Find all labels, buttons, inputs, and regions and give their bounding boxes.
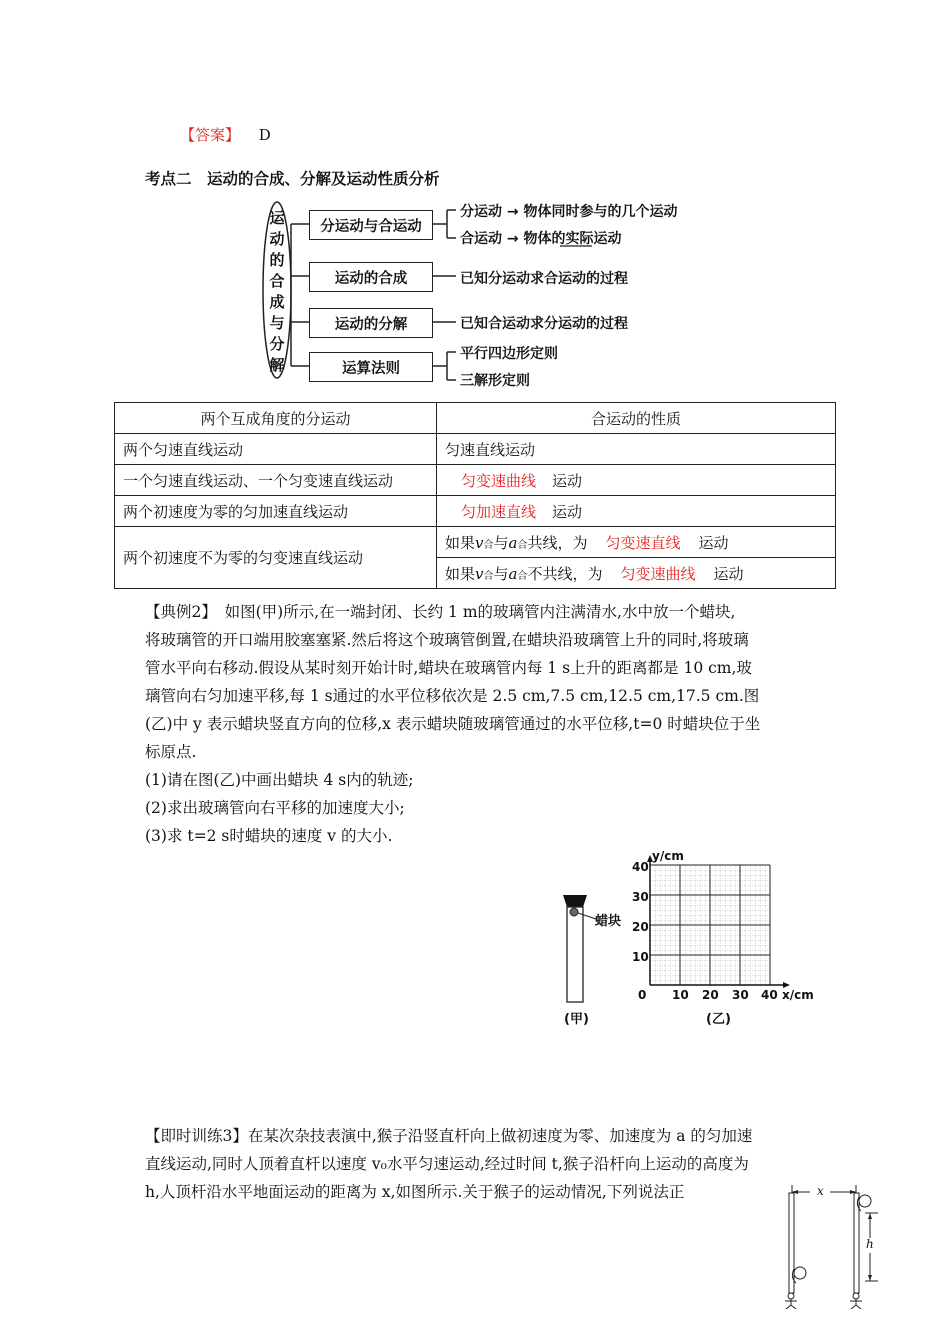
x-tick-label: 40 (761, 988, 778, 1002)
table-header: 合运动的性质 (437, 403, 836, 434)
example2-text (145, 598, 760, 850)
tube-label: 蜡块 (595, 914, 622, 929)
table-cell: 两个初速度不为零的匀变速直线运动 (115, 527, 437, 589)
glass-tube-drawing (550, 885, 620, 1015)
table-header-row (115, 403, 836, 434)
diagram-connectors (0, 0, 950, 400)
table-row (115, 434, 836, 465)
x-tick-label: 20 (702, 988, 719, 1002)
training3-line: 【即时训练3】在某次杂技表演中,猴子沿竖直杆向上做初速度为零、加速度为 a 的匀加速 (145, 1127, 753, 1145)
monkey-pole-drawing (770, 1183, 880, 1309)
example2-line: 标原点. (145, 743, 197, 761)
caption-right: (乙) (706, 1012, 731, 1027)
training3-text (145, 1122, 752, 1206)
table-cell: 如果v合与a合不共线，为 匀变速曲线 运动 (437, 558, 836, 589)
table-cell: 两个匀速直线运动 (115, 434, 437, 465)
diagram-box-decomposition: 运动的分解 (309, 308, 433, 338)
example2-line: 将玻璃管的开口端用胶塞塞紧.然后将这个玻璃管倒置,在蜡块沿玻璃管上升的同时,将玻璃 (145, 631, 749, 649)
example2-line: (2)求出玻璃管向右平移的加速度大小; (145, 799, 405, 817)
answer-value: D (258, 126, 271, 144)
diagram-root-label: 运 动 的 合 成 与 分 解 (269, 209, 285, 374)
distance-x-label: x (817, 1184, 824, 1198)
table-cell: 如果v合与a合共线，为 匀变速直线 运动 (437, 527, 836, 558)
example2-line: 管水平向右移动.假设从某时刻开始计时,蜡块在玻璃管内每 1 s上升的距离都是 10 cm,玻 (145, 659, 752, 677)
x-axis-label: x/cm (782, 988, 814, 1002)
x-tick-label: 0 (638, 988, 647, 1002)
y-tick-label: 20 (632, 920, 649, 934)
section-title: 考点二 运动的合成、分解及运动性质分析 (145, 169, 440, 188)
training3-line: 直线运动,同时人顶着直杆以速度 v₀水平匀速运动,经过时间 t,猴子沿杆向上运动的高度为 (145, 1155, 749, 1173)
diagram-detail-decomposition: 已知合运动求分运动的过程 (460, 316, 628, 332)
diagram-detail-triangle: 三解形定则 (460, 373, 530, 389)
diagram-box-rules: 运算法则 (309, 352, 433, 382)
motion-nature-table (114, 402, 836, 589)
example2-line: 璃管向右匀加速平移,每 1 s通过的水平位移依次是 2.5 cm,7.5 cm,12.5 cm,17.5 cm.图 (145, 687, 760, 705)
table-row (115, 465, 836, 496)
training3-line: h,人顶杆沿水平地面运动的距离为 x,如图所示.关于猴子的运动情况,下列说法正 (145, 1183, 685, 1201)
diagram-detail-parallelogram: 平行四边形定则 (460, 346, 558, 362)
diagram-detail-synthesis: 已知分运动求合运动的过程 (460, 271, 628, 287)
x-tick-label: 30 (732, 988, 749, 1002)
diagram-detail-resultant-motion: 合运动 → 物体的实际运动 (460, 231, 622, 247)
example2-line: (乙)中 y 表示蜡块竖直方向的位移,x 表示蜡块随玻璃管通过的水平位移,t=0 时蜡块位于坐 (145, 715, 761, 733)
example2-line: (3)求 t=2 s时蜡块的速度 v 的大小. (145, 827, 393, 845)
answer-label: 【答案】 (180, 126, 241, 144)
x-tick-label: 10 (672, 988, 689, 1002)
table-cell: 一个匀速直线运动、一个匀变速直线运动 (115, 465, 437, 496)
example2-line: (1)请在图(乙)中画出蜡块 4 s内的轨迹; (145, 771, 414, 789)
example2-line: 【典例2】 如图(甲)所示,在一端封闭、长约 1 m的玻璃管内注满清水,水中放一个蜡块, (145, 603, 736, 621)
table-cell: 匀速直线运动 (437, 434, 836, 465)
diagram-box-composition: 分运动与合运动 (309, 210, 433, 240)
table-header: 两个互成角度的分运动 (115, 403, 437, 434)
y-axis-label: y/cm (652, 849, 684, 863)
caption-left: (甲) (564, 1012, 589, 1027)
table-row (115, 496, 836, 527)
table-cell: 匀加速直线 运动 (437, 496, 836, 527)
y-tick-label: 30 (632, 890, 649, 904)
table-cell: 两个初速度为零的匀加速直线运动 (115, 496, 437, 527)
table-cell: 匀变速曲线 运动 (437, 465, 836, 496)
diagram-detail-sub-motion: 分运动 → 物体同时参与的几个运动 (460, 204, 678, 220)
height-h-label: h (866, 1237, 874, 1251)
y-tick-label: 40 (632, 860, 649, 874)
diagram-box-synthesis: 运动的合成 (309, 262, 433, 292)
table-row (115, 527, 836, 558)
y-tick-label: 10 (632, 950, 649, 964)
coordinate-grid (640, 855, 790, 1005)
